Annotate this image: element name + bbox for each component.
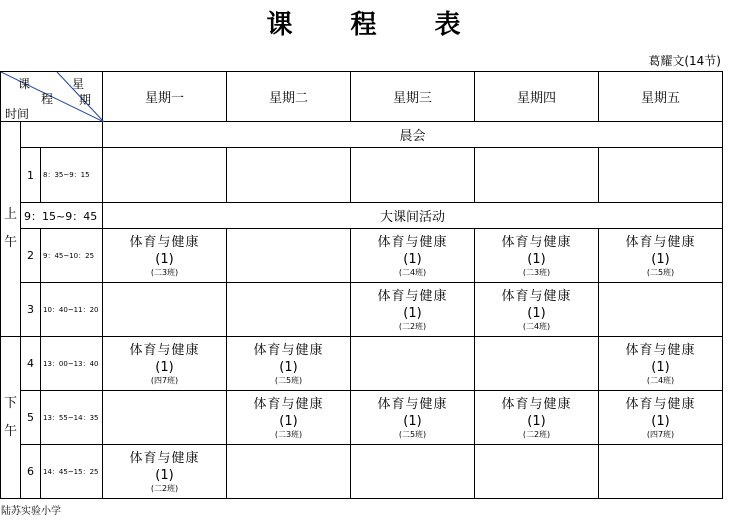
morning-assembly-label: 晨会 xyxy=(103,122,723,148)
course-name: 体育与健康 xyxy=(253,396,324,412)
schedule-table xyxy=(0,71,723,499)
course-cell xyxy=(227,391,351,445)
course-class: (二3班) xyxy=(522,267,551,277)
course-cell xyxy=(475,337,599,391)
course-cell xyxy=(475,229,599,283)
break-activity-label: 大课间活动 xyxy=(103,203,723,229)
course-level: (1) xyxy=(279,413,298,429)
course-cell xyxy=(475,445,599,499)
course-cell xyxy=(475,283,599,337)
course-name: 体育与健康 xyxy=(377,396,448,412)
title-char: 课 xyxy=(266,10,295,40)
period-time: 13：00~13：40 xyxy=(41,337,103,391)
day-header: 星期三 xyxy=(351,72,475,122)
assembly-time-cell xyxy=(21,122,103,148)
header-corner-cell xyxy=(1,72,103,122)
course-level: (1) xyxy=(155,251,174,267)
course-level: (1) xyxy=(651,359,670,375)
period-time: 8：35~9：15 xyxy=(41,148,103,203)
course-cell xyxy=(599,148,723,203)
course-cell xyxy=(103,283,227,337)
course-class: (二4班) xyxy=(646,375,675,385)
title-char: 表 xyxy=(434,10,463,40)
break-time: 9：15~9：45 xyxy=(21,203,103,229)
page-title xyxy=(0,4,729,41)
teacher-name: 葛耀文(14节) xyxy=(648,54,721,68)
pm-label-cell xyxy=(1,337,21,499)
course-name: 体育与健康 xyxy=(501,234,572,250)
period-row xyxy=(1,283,723,337)
course-name: 体育与健康 xyxy=(625,396,696,412)
am-label-cell xyxy=(1,122,21,337)
header-row xyxy=(1,72,723,122)
course-cell xyxy=(351,337,475,391)
course-cell xyxy=(351,229,475,283)
period-number: 3 xyxy=(21,283,41,337)
course-name: 体育与健康 xyxy=(129,234,200,250)
course-level: (1) xyxy=(279,359,298,375)
course-cell xyxy=(227,229,351,283)
day-header: 星期二 xyxy=(227,72,351,122)
course-name: 体育与健康 xyxy=(501,288,572,304)
course-cell xyxy=(227,337,351,391)
course-cell xyxy=(351,391,475,445)
course-level: (1) xyxy=(527,305,546,321)
course-cell xyxy=(227,283,351,337)
course-class: (二4班) xyxy=(522,321,551,331)
course-class: (四7班) xyxy=(646,429,675,439)
course-cell xyxy=(599,229,723,283)
period-row xyxy=(1,229,723,283)
school-name: 陆苏实验小学 xyxy=(1,506,61,517)
course-level: (1) xyxy=(403,251,422,267)
course-level: (1) xyxy=(403,413,422,429)
period-row xyxy=(1,445,723,499)
course-cell xyxy=(351,445,475,499)
course-cell xyxy=(103,391,227,445)
course-class: (四7班) xyxy=(150,375,179,385)
course-level: (1) xyxy=(651,413,670,429)
course-cell xyxy=(103,229,227,283)
course-class: (二3班) xyxy=(150,267,179,277)
course-name: 体育与健康 xyxy=(501,396,572,412)
pm-label-char: 下 xyxy=(3,395,17,411)
course-level: (1) xyxy=(155,467,174,483)
course-class: (二5班) xyxy=(398,429,427,439)
course-name: 体育与健康 xyxy=(129,342,200,358)
course-cell xyxy=(227,148,351,203)
course-class: (二2班) xyxy=(150,483,179,493)
course-level: (1) xyxy=(403,305,422,321)
period-number: 5 xyxy=(21,391,41,445)
break-row xyxy=(1,203,723,229)
course-cell xyxy=(227,445,351,499)
am-label-char: 上 xyxy=(3,207,17,222)
course-level: (1) xyxy=(527,251,546,267)
course-class: (二2班) xyxy=(522,429,551,439)
corner-label-xing: 星 xyxy=(72,77,85,91)
corner-label-qi: 期 xyxy=(79,93,92,107)
course-cell xyxy=(475,148,599,203)
course-name: 体育与健康 xyxy=(377,234,448,250)
course-cell xyxy=(103,337,227,391)
course-cell xyxy=(103,148,227,203)
course-name: 体育与健康 xyxy=(253,342,324,358)
corner-label-shijian: 时间 xyxy=(5,107,30,121)
course-class: (二3班) xyxy=(274,429,303,439)
course-class: (二5班) xyxy=(646,267,675,277)
day-header: 星期一 xyxy=(103,72,227,122)
course-name: 体育与健康 xyxy=(377,288,448,304)
course-level: (1) xyxy=(651,251,670,267)
morning-assembly-row xyxy=(1,122,723,148)
course-level: (1) xyxy=(527,413,546,429)
course-class: (二5班) xyxy=(274,375,303,385)
period-time: 14：45~15：25 xyxy=(41,445,103,499)
period-time: 10：40~11：20 xyxy=(41,283,103,337)
course-level: (1) xyxy=(155,359,174,375)
corner-label-cheng: 程 xyxy=(41,92,54,106)
course-cell xyxy=(599,445,723,499)
course-cell xyxy=(599,283,723,337)
course-class: (二2班) xyxy=(398,321,427,331)
course-name: 体育与健康 xyxy=(625,342,696,358)
day-header: 星期五 xyxy=(599,72,723,122)
course-cell xyxy=(351,148,475,203)
period-number: 6 xyxy=(21,445,41,499)
period-row xyxy=(1,148,723,203)
course-name: 体育与健康 xyxy=(129,450,200,466)
course-cell xyxy=(475,391,599,445)
course-cell xyxy=(599,337,723,391)
pm-label-char: 午 xyxy=(3,423,17,439)
corner-label-ke: 课 xyxy=(18,77,31,91)
am-label-char: 午 xyxy=(3,235,17,250)
day-header: 星期四 xyxy=(475,72,599,122)
title-char: 程 xyxy=(350,10,379,40)
period-number: 2 xyxy=(21,229,41,283)
period-time: 9：45~10：25 xyxy=(41,229,103,283)
course-name: 体育与健康 xyxy=(625,234,696,250)
course-class: (二4班) xyxy=(398,267,427,277)
period-row xyxy=(1,391,723,445)
course-cell xyxy=(103,445,227,499)
course-cell xyxy=(599,391,723,445)
period-number: 4 xyxy=(21,337,41,391)
course-cell xyxy=(351,283,475,337)
period-time: 13：55~14：35 xyxy=(41,391,103,445)
period-number: 1 xyxy=(21,148,41,203)
period-row xyxy=(1,337,723,391)
